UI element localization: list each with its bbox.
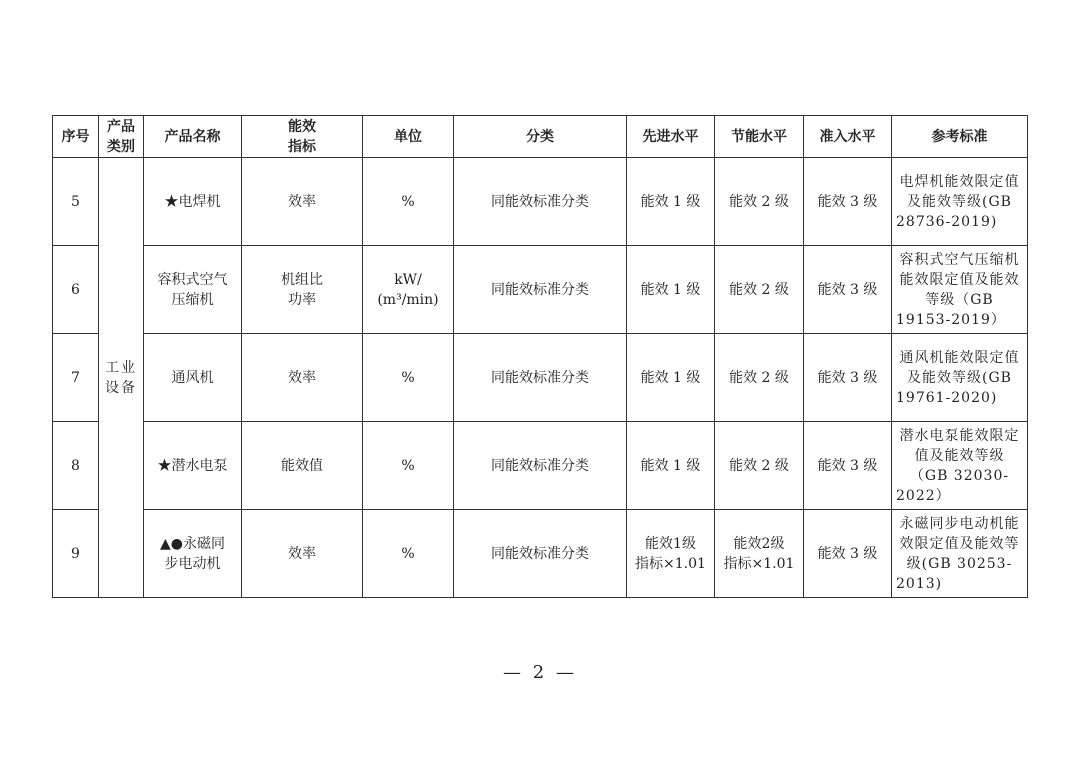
header-category: 产品 类别 <box>99 116 144 158</box>
classification: 同能效标准分类 <box>454 422 627 510</box>
row-number: 9 <box>53 510 99 598</box>
table-row <box>53 246 1028 334</box>
unit: % <box>363 334 454 422</box>
product-name: 通风机 <box>144 334 242 422</box>
table-row <box>53 422 1028 510</box>
advanced-level: 能效 1 级 <box>627 158 715 246</box>
product-name: ★潜水电泵 <box>144 422 242 510</box>
efficiency-metric: 能效值 <box>242 422 363 510</box>
row-number: 6 <box>53 246 99 334</box>
entry-level: 能效 3 级 <box>804 246 892 334</box>
saving-level: 能效 2 级 <box>715 158 804 246</box>
reference-standard: 容积式空气压缩机能效限定值及能效等级（GB 19153-2019） <box>892 246 1028 334</box>
reference-standard: 通风机能效限定值及能效等级(GB 19761-2020) <box>892 334 1028 422</box>
entry-level: 能效 3 级 <box>804 334 892 422</box>
saving-level: 能效 2 级 <box>715 334 804 422</box>
table-row <box>53 158 1028 246</box>
unit: kW/ (m³/min) <box>363 246 454 334</box>
entry-level: 能效 3 级 <box>804 158 892 246</box>
unit: % <box>363 158 454 246</box>
advanced-level: 能效1级 指标×1.01 <box>627 510 715 598</box>
table-row <box>53 334 1028 422</box>
header-entry-level: 准入水平 <box>804 116 892 158</box>
reference-standard: 潜水电泵能效限定值及能效等级（GB 32030-2022） <box>892 422 1028 510</box>
product-name: ▲●永磁同 步电动机 <box>144 510 242 598</box>
entry-level: 能效 3 级 <box>804 510 892 598</box>
product-name: ★电焊机 <box>144 158 242 246</box>
classification: 同能效标准分类 <box>454 158 627 246</box>
unit: % <box>363 422 454 510</box>
entry-level: 能效 3 级 <box>804 422 892 510</box>
efficiency-metric: 效率 <box>242 334 363 422</box>
efficiency-metric: 机组比 功率 <box>242 246 363 334</box>
efficiency-table <box>52 115 1028 598</box>
header-metric: 能效 指标 <box>242 116 363 158</box>
row-number: 8 <box>53 422 99 510</box>
category-cell: 工业 设备 <box>99 158 144 598</box>
saving-level: 能效2级 指标×1.01 <box>715 510 804 598</box>
advanced-level: 能效 1 级 <box>627 246 715 334</box>
reference-standard: 电焊机能效限定值及能效等级(GB 28736-2019) <box>892 158 1028 246</box>
page-number: — 2 — <box>503 662 577 683</box>
header-classification: 分类 <box>454 116 627 158</box>
header-no: 序号 <box>53 116 99 158</box>
advanced-level: 能效 1 级 <box>627 334 715 422</box>
saving-level: 能效 2 级 <box>715 422 804 510</box>
advanced-level: 能效 1 级 <box>627 422 715 510</box>
header-advanced-level: 先进水平 <box>627 116 715 158</box>
header-product-name: 产品名称 <box>144 116 242 158</box>
saving-level: 能效 2 级 <box>715 246 804 334</box>
classification: 同能效标准分类 <box>454 334 627 422</box>
product-name: 容积式空气 压缩机 <box>144 246 242 334</box>
header-row <box>53 116 1028 158</box>
header-reference-standard: 参考标准 <box>892 116 1028 158</box>
table-row <box>53 510 1028 598</box>
reference-standard: 永磁同步电动机能效限定值及能效等级(GB 30253-2013) <box>892 510 1028 598</box>
header-saving-level: 节能水平 <box>715 116 804 158</box>
row-number: 5 <box>53 158 99 246</box>
efficiency-metric: 效率 <box>242 158 363 246</box>
efficiency-metric: 效率 <box>242 510 363 598</box>
unit: % <box>363 510 454 598</box>
header-unit: 单位 <box>363 116 454 158</box>
classification: 同能效标准分类 <box>454 510 627 598</box>
row-number: 7 <box>53 334 99 422</box>
classification: 同能效标准分类 <box>454 246 627 334</box>
